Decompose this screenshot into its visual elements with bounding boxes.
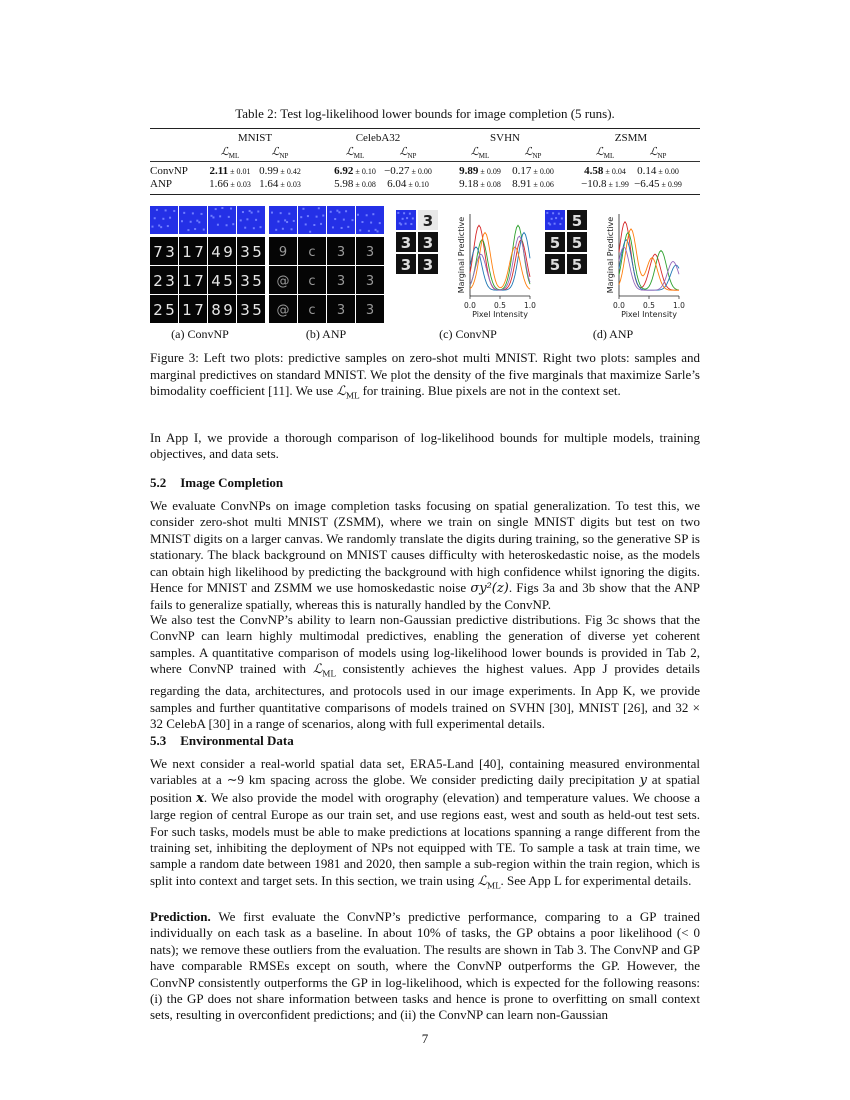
context-pixel bbox=[187, 229, 189, 231]
context-pixel bbox=[242, 211, 244, 213]
context-pixel bbox=[151, 226, 153, 228]
table-cell: 9.89 ± 0.09 bbox=[459, 165, 501, 177]
table-body bbox=[150, 165, 700, 191]
dataset-header: MNIST bbox=[237, 132, 273, 144]
panel-d-samples bbox=[545, 210, 587, 274]
context-pixel bbox=[558, 213, 560, 215]
context-pixel bbox=[173, 210, 175, 212]
panel-b-samples bbox=[269, 206, 384, 323]
context-pixel bbox=[232, 223, 234, 225]
context-pixel bbox=[226, 224, 228, 226]
context-pixel bbox=[244, 227, 246, 229]
digit-glyph: 3 bbox=[240, 272, 250, 290]
table-bottom-rule bbox=[150, 194, 700, 195]
context-pixel bbox=[253, 227, 255, 229]
digit-glyph: 9 bbox=[223, 301, 233, 319]
context-pixel bbox=[255, 219, 257, 221]
page-number: 7 bbox=[421, 1031, 429, 1046]
context-pixel bbox=[336, 210, 338, 212]
digit-glyph: 5 bbox=[223, 272, 233, 290]
context-pixel bbox=[343, 219, 345, 221]
context-pixel bbox=[555, 217, 557, 219]
table-caption: Table 2: Test log-likelihood lower bounds for image completion (5 runs). bbox=[235, 106, 615, 121]
digit-glyph: 7 bbox=[194, 301, 204, 319]
digit-glyph: 8 bbox=[211, 301, 221, 319]
blurry-glyph: @ bbox=[276, 303, 290, 318]
digit-glyph: 3 bbox=[240, 243, 250, 261]
blurry-glyph: 9 bbox=[278, 245, 288, 260]
context-tile bbox=[298, 206, 326, 234]
x-axis-label: Pixel Intensity bbox=[472, 310, 528, 319]
loss-subscript: ML bbox=[486, 881, 501, 891]
subcaption-c: (c) ConvNP bbox=[439, 327, 497, 341]
x-tick-label: 0.5 bbox=[643, 301, 655, 310]
blurry-glyph: 3 bbox=[365, 245, 375, 260]
context-pixel bbox=[230, 208, 232, 210]
context-pixel bbox=[221, 207, 223, 209]
context-pixel bbox=[291, 228, 293, 230]
context-pixel bbox=[334, 218, 336, 220]
text-run: . Figs 3a and 3b show that the ANP fails to generalize spatially, whereas this is naturally handled by the ConvNP. bbox=[150, 580, 700, 613]
digit-glyph: 3 bbox=[240, 301, 250, 319]
text-run: . We also provide the model with orography (elevation) and temperature values. We choose a large region of central Europe as our train set, and use regions east, west and south as held-out test sets. For such tasks, models must be able to make predictions at locations spanning a range different from the training set, inhibiting the deployment of NPs not equipped with TE. To sample a task at train time, we sample a random date between 1981 and 2020, then sample a sub-region within the train region, which is split into context and target sets. In this section, we train using bbox=[150, 789, 700, 888]
figure-caption-text: Figure 3: Left two plots: predictive samples on zero-shot multi MNIST. Right two plots: samples and marginal predictives on standard MNIST. We plot the density of the five marginals that maximize Sarle’s bimodality coefficient [11]. We use bbox=[150, 350, 700, 398]
context-pixel bbox=[409, 213, 411, 215]
context-pixel bbox=[201, 213, 203, 215]
context-pixel bbox=[330, 211, 332, 213]
digit-glyph: 3 bbox=[422, 234, 434, 252]
context-pixel bbox=[251, 212, 253, 214]
context-pixel bbox=[359, 229, 361, 231]
context-pixel bbox=[198, 221, 200, 223]
context-pixel bbox=[361, 221, 363, 223]
metric-header: ℒ$_{ML}$ bbox=[595, 145, 615, 161]
context-pixel bbox=[338, 211, 340, 213]
text-run: We evaluate ConvNPs on image completion tasks focusing on spatial generalization. To test this, we consider zero-shot multi MNIST (ZSMM), where we train on single MNIST digits but test on two MNIST digits on a larger canvas. We randomly translate the digits during training, so the generative SP is stationary. The black background on MNIST causes difficulty with heteroskedastic noise, as the models can obtain high likelihood by predicting the background with high confidence whilst ignoring the digits. Hence for MNIST and ZSMM we use homoskedastic noise bbox=[150, 498, 700, 596]
section-number: 5.2 bbox=[150, 475, 167, 490]
subcaption-a: (a) ConvNP bbox=[171, 327, 229, 341]
context-pixel bbox=[240, 219, 242, 221]
context-pixel bbox=[249, 210, 251, 212]
context-pixel bbox=[286, 221, 288, 223]
table-top-rule bbox=[150, 128, 700, 129]
context-pixel bbox=[322, 215, 324, 217]
text-run: consistently achieves the highest values. App J provides details regarding the data, architectures, and protocols used in our image experiments. In App K, we provide samples and further quantitative comparisons of models trained on SVHN [30], MNIST [26], and 32 × 32 CelebA [30] in a range of scenarios, along with full experimental details. bbox=[150, 661, 700, 732]
table-metric-header bbox=[150, 145, 700, 161]
blurry-glyph: 3 bbox=[336, 303, 346, 318]
loss-symbol: ℒ$_{ML}$ bbox=[477, 873, 501, 891]
metric-header: ℒ$_{NP}$ bbox=[524, 145, 542, 161]
digit-glyph: 3 bbox=[422, 256, 434, 274]
dataset-header: CelebA32 bbox=[355, 132, 401, 144]
context-pixel bbox=[260, 226, 262, 228]
context-pixel bbox=[403, 212, 405, 214]
context-pixel bbox=[402, 218, 404, 220]
section-number: 5.3 bbox=[150, 733, 167, 748]
dataset-header: ZSMM bbox=[614, 132, 648, 144]
context-pixel bbox=[246, 218, 248, 220]
context-pixel bbox=[212, 216, 214, 218]
table-row bbox=[150, 165, 700, 178]
y-axis-label: Marginal Predictive bbox=[457, 216, 466, 294]
digit-glyph: 2 bbox=[153, 272, 163, 290]
table-row bbox=[150, 178, 700, 191]
metric-header: ℒ$_{ML}$ bbox=[345, 145, 365, 161]
figure-3-graphic bbox=[150, 206, 700, 328]
subcaption-d: (d) ANP bbox=[592, 327, 634, 341]
context-pixel bbox=[307, 215, 309, 217]
digit-glyph: 3 bbox=[422, 212, 434, 230]
panel-c-samples bbox=[396, 210, 438, 274]
digit-glyph: 5 bbox=[571, 234, 583, 252]
table-cell: 2.11 ± 0.01 bbox=[209, 165, 251, 177]
digit-glyph: 3 bbox=[165, 243, 175, 261]
context-pixel bbox=[217, 224, 219, 226]
context-pixel bbox=[366, 214, 368, 216]
context-pixel bbox=[210, 215, 212, 217]
digit-glyph: 2 bbox=[153, 301, 163, 319]
density-curve bbox=[470, 236, 530, 290]
paragraph-prediction bbox=[150, 909, 700, 1024]
context-pixel bbox=[368, 230, 370, 232]
context-pixel bbox=[332, 226, 334, 228]
table-cell: 4.58 ± 0.04 bbox=[584, 165, 626, 177]
results-table bbox=[150, 128, 700, 195]
metric-header: ℒ$_{ML}$ bbox=[470, 145, 490, 161]
context-pixel bbox=[405, 223, 407, 225]
subcaption-b: (b) ANP bbox=[305, 327, 347, 341]
context-pixel bbox=[554, 223, 556, 225]
blurry-glyph: 3 bbox=[336, 274, 346, 289]
context-pixel bbox=[357, 214, 359, 216]
digit-glyph: 5 bbox=[252, 243, 262, 261]
paragraph-environmental bbox=[150, 756, 700, 895]
table-cell: −6.45 ± 0.99 bbox=[634, 178, 682, 190]
panel-a-samples bbox=[150, 206, 265, 323]
paragraph-image-completion-1 bbox=[150, 498, 700, 614]
blurry-glyph: 3 bbox=[336, 245, 346, 260]
context-pixel bbox=[300, 216, 302, 218]
context-pixel bbox=[561, 217, 563, 219]
context-pixel bbox=[169, 217, 171, 219]
context-pixel bbox=[192, 212, 194, 214]
text-run: We next consider a real-world spatial data set, ERA5-Land [40], containing measured environmental variables at a ∼9 km spacing across the globe. We consider predicting daily precipitation bbox=[150, 756, 700, 788]
metric-header: ℒ$_{ML}$ bbox=[220, 145, 240, 161]
metric-header: ℒ$_{NP}$ bbox=[649, 145, 667, 161]
paragraph-heading: Prediction. bbox=[150, 909, 211, 924]
digit-glyph: 7 bbox=[194, 243, 204, 261]
digit-glyph: 5 bbox=[252, 301, 262, 319]
context-pixel bbox=[347, 226, 349, 228]
blurry-glyph: c bbox=[308, 245, 316, 260]
context-pixel bbox=[219, 215, 221, 217]
context-pixel bbox=[397, 212, 399, 214]
context-pixel bbox=[275, 229, 277, 231]
context-pixel bbox=[282, 228, 284, 230]
digit-glyph: 7 bbox=[194, 272, 204, 290]
context-pixel bbox=[548, 222, 550, 224]
context-pixel bbox=[372, 213, 374, 215]
context-pixel bbox=[412, 217, 414, 219]
digit-glyph: 3 bbox=[400, 256, 412, 274]
context-pixel bbox=[203, 229, 205, 231]
blurry-glyph: 3 bbox=[365, 303, 375, 318]
digit-glyph: 5 bbox=[252, 272, 262, 290]
section-title: Image Completion bbox=[180, 475, 284, 490]
context-pixel bbox=[370, 222, 372, 224]
table-cell: 0.14 ± 0.00 bbox=[637, 165, 679, 177]
context-pixel bbox=[341, 227, 343, 229]
context-pixel bbox=[352, 219, 354, 221]
context-pixel bbox=[318, 207, 320, 209]
context-pixel bbox=[406, 217, 408, 219]
noise-symbol: σy²(z) bbox=[470, 581, 509, 597]
model-name: ConvNP bbox=[150, 165, 188, 177]
context-pixel bbox=[546, 212, 548, 214]
x-tick-label: 0.0 bbox=[464, 301, 476, 310]
table-cell: 0.17 ± 0.00 bbox=[512, 165, 554, 177]
context-pixel bbox=[156, 209, 158, 211]
table-cell: −10.8 ± 1.99 bbox=[581, 178, 629, 190]
loss-symbol: ℒ$_{ML}$ bbox=[336, 384, 360, 401]
text-run: . See App L for experimental details. bbox=[500, 872, 692, 888]
context-pixel bbox=[271, 212, 273, 214]
context-pixel bbox=[154, 217, 156, 219]
context-pixel bbox=[228, 216, 230, 218]
context-pixel bbox=[309, 231, 311, 233]
context-pixel bbox=[158, 225, 160, 227]
context-pixel bbox=[215, 208, 217, 210]
context-pixel bbox=[377, 230, 379, 232]
x-tick-label: 1.0 bbox=[524, 301, 536, 310]
digit-glyph: 5 bbox=[165, 301, 175, 319]
context-pixel bbox=[190, 221, 192, 223]
context-pixel bbox=[552, 212, 554, 214]
table-cell: 1.64 ± 0.03 bbox=[259, 178, 301, 190]
context-pixel bbox=[313, 224, 315, 226]
paragraph-image-completion-2 bbox=[150, 612, 700, 732]
x-tick-label: 1.0 bbox=[673, 301, 685, 310]
table-cell: 1.66 ± 0.03 bbox=[209, 178, 251, 190]
table-cell: 6.92 ± 0.10 bbox=[334, 165, 376, 177]
digit-glyph: 1 bbox=[182, 272, 192, 290]
digit-glyph: 5 bbox=[549, 256, 561, 274]
metric-header: ℒ$_{NP}$ bbox=[271, 145, 289, 161]
context-pixel bbox=[181, 220, 183, 222]
digit-glyph: 9 bbox=[223, 243, 233, 261]
context-pixel bbox=[194, 228, 196, 230]
figure-caption-text: for training. Blue pixels are not in the context set. bbox=[359, 383, 621, 398]
context-pixel bbox=[288, 213, 290, 215]
loss-subscript: ML bbox=[345, 391, 360, 401]
context-pixel bbox=[162, 218, 164, 220]
loss-subscript: ML bbox=[322, 669, 336, 679]
section-heading-5-2 bbox=[150, 475, 283, 491]
y-axis-label: Marginal Predictive bbox=[606, 216, 615, 294]
context-pixel bbox=[410, 223, 412, 225]
context-pixel bbox=[293, 220, 295, 222]
digit-glyph: 3 bbox=[165, 272, 175, 290]
context-pixel bbox=[379, 222, 381, 224]
context-pixel bbox=[559, 223, 561, 225]
table-cell: 9.18 ± 0.08 bbox=[459, 178, 501, 190]
loss-symbol: ℒ$_{ML}$ bbox=[312, 662, 336, 679]
table-cell: −0.27 ± 0.00 bbox=[384, 165, 432, 177]
digit-glyph: 5 bbox=[571, 212, 583, 230]
digit-glyph: 5 bbox=[571, 256, 583, 274]
x-axis-label: Pixel Intensity bbox=[621, 310, 677, 319]
blurry-glyph: c bbox=[308, 303, 316, 318]
context-pixel bbox=[305, 223, 307, 225]
figure-3 bbox=[150, 206, 700, 346]
x-tick-label: 0.0 bbox=[613, 301, 625, 310]
text-run: We also test the ConvNP’s ability to learn non-Gaussian predictive distributions. Fig 3c shows that the ConvNP can learn highly multimodal predictives, enabling the generation of diverse yet coherent samples. A quantitative comparison of models using log-likelihood lower bounds is provided in Tab 2, where ConvNP trained with bbox=[150, 612, 700, 677]
variable-x: x bbox=[196, 790, 204, 806]
text-run: at spatial position bbox=[150, 772, 700, 805]
density-curve bbox=[470, 233, 530, 291]
blurry-glyph: @ bbox=[276, 274, 290, 289]
context-pixel bbox=[196, 220, 198, 222]
text-run: We first evaluate the ConvNP’s predictive performance, comparing to a GP trained individually on each task as a baseline. In about 10% of tasks, the GP obtains a poor likelihood (< 0 nats); we remove these outliers from the evaluation. The results are shown in Tab 3. The ConvNP and GP have comparable RMSEs except on south, where the ConvNP outperforms the GP. However, the ConvNP consistently outperforms the GP in log-likelihood, which is expected for the following reasons: (i) the GP does not share information between tasks and hence is prone to overfitting on small context sets, resulting in overconfident predictions; and (ii) the ConvNP can learn non-Gaussian bbox=[150, 909, 700, 1023]
context-pixel bbox=[277, 220, 279, 222]
blurry-glyph: 3 bbox=[365, 274, 375, 289]
context-pixel bbox=[399, 222, 401, 224]
metric-header: ℒ$_{NP}$ bbox=[399, 145, 417, 161]
digit-glyph: 3 bbox=[400, 234, 412, 252]
digit-glyph: 1 bbox=[182, 243, 192, 261]
context-pixel bbox=[375, 229, 377, 231]
x-tick-label: 0.5 bbox=[494, 301, 506, 310]
table-dataset-header bbox=[150, 132, 700, 145]
table-cell: 6.04 ± 0.10 bbox=[387, 178, 429, 190]
digit-glyph: 7 bbox=[153, 243, 163, 261]
section-heading-5-3 bbox=[150, 733, 294, 749]
context-pixel bbox=[551, 218, 553, 220]
context-pixel bbox=[165, 209, 167, 211]
context-pixel bbox=[302, 208, 304, 210]
digit-glyph: 5 bbox=[549, 234, 561, 252]
variable-y: y bbox=[639, 773, 647, 789]
figure-caption bbox=[150, 350, 700, 405]
table-mid-rule bbox=[150, 161, 700, 162]
context-tile bbox=[208, 206, 236, 234]
context-tile bbox=[327, 206, 355, 234]
paragraph-intro: In App I, we provide a thorough comparison of log-likelihood bounds for multiple models, training objectives, and data sets. bbox=[150, 430, 700, 462]
context-pixel bbox=[160, 226, 162, 228]
context-pixel bbox=[320, 223, 322, 225]
section-title: Environmental Data bbox=[180, 733, 294, 748]
digit-glyph: 4 bbox=[211, 272, 221, 290]
blurry-glyph: c bbox=[308, 274, 316, 289]
context-pixel bbox=[316, 216, 318, 218]
table-cell: 0.99 ± 0.42 bbox=[259, 165, 301, 177]
dataset-header: SVHN bbox=[490, 132, 520, 144]
digit-glyph: 4 bbox=[211, 243, 221, 261]
table-cell: 5.98 ± 0.08 bbox=[334, 178, 376, 190]
table-cell: 8.91 ± 0.06 bbox=[512, 178, 554, 190]
marginal-plot-d bbox=[606, 214, 685, 319]
digit-glyph: 1 bbox=[182, 301, 192, 319]
model-name: ANP bbox=[150, 178, 173, 190]
context-pixel bbox=[257, 211, 259, 213]
marginal-plot-c bbox=[457, 214, 536, 319]
context-pixel bbox=[280, 212, 282, 214]
context-pixel bbox=[345, 210, 347, 212]
context-pixel bbox=[167, 225, 169, 227]
context-pixel bbox=[284, 219, 286, 221]
context-pixel bbox=[183, 212, 185, 214]
